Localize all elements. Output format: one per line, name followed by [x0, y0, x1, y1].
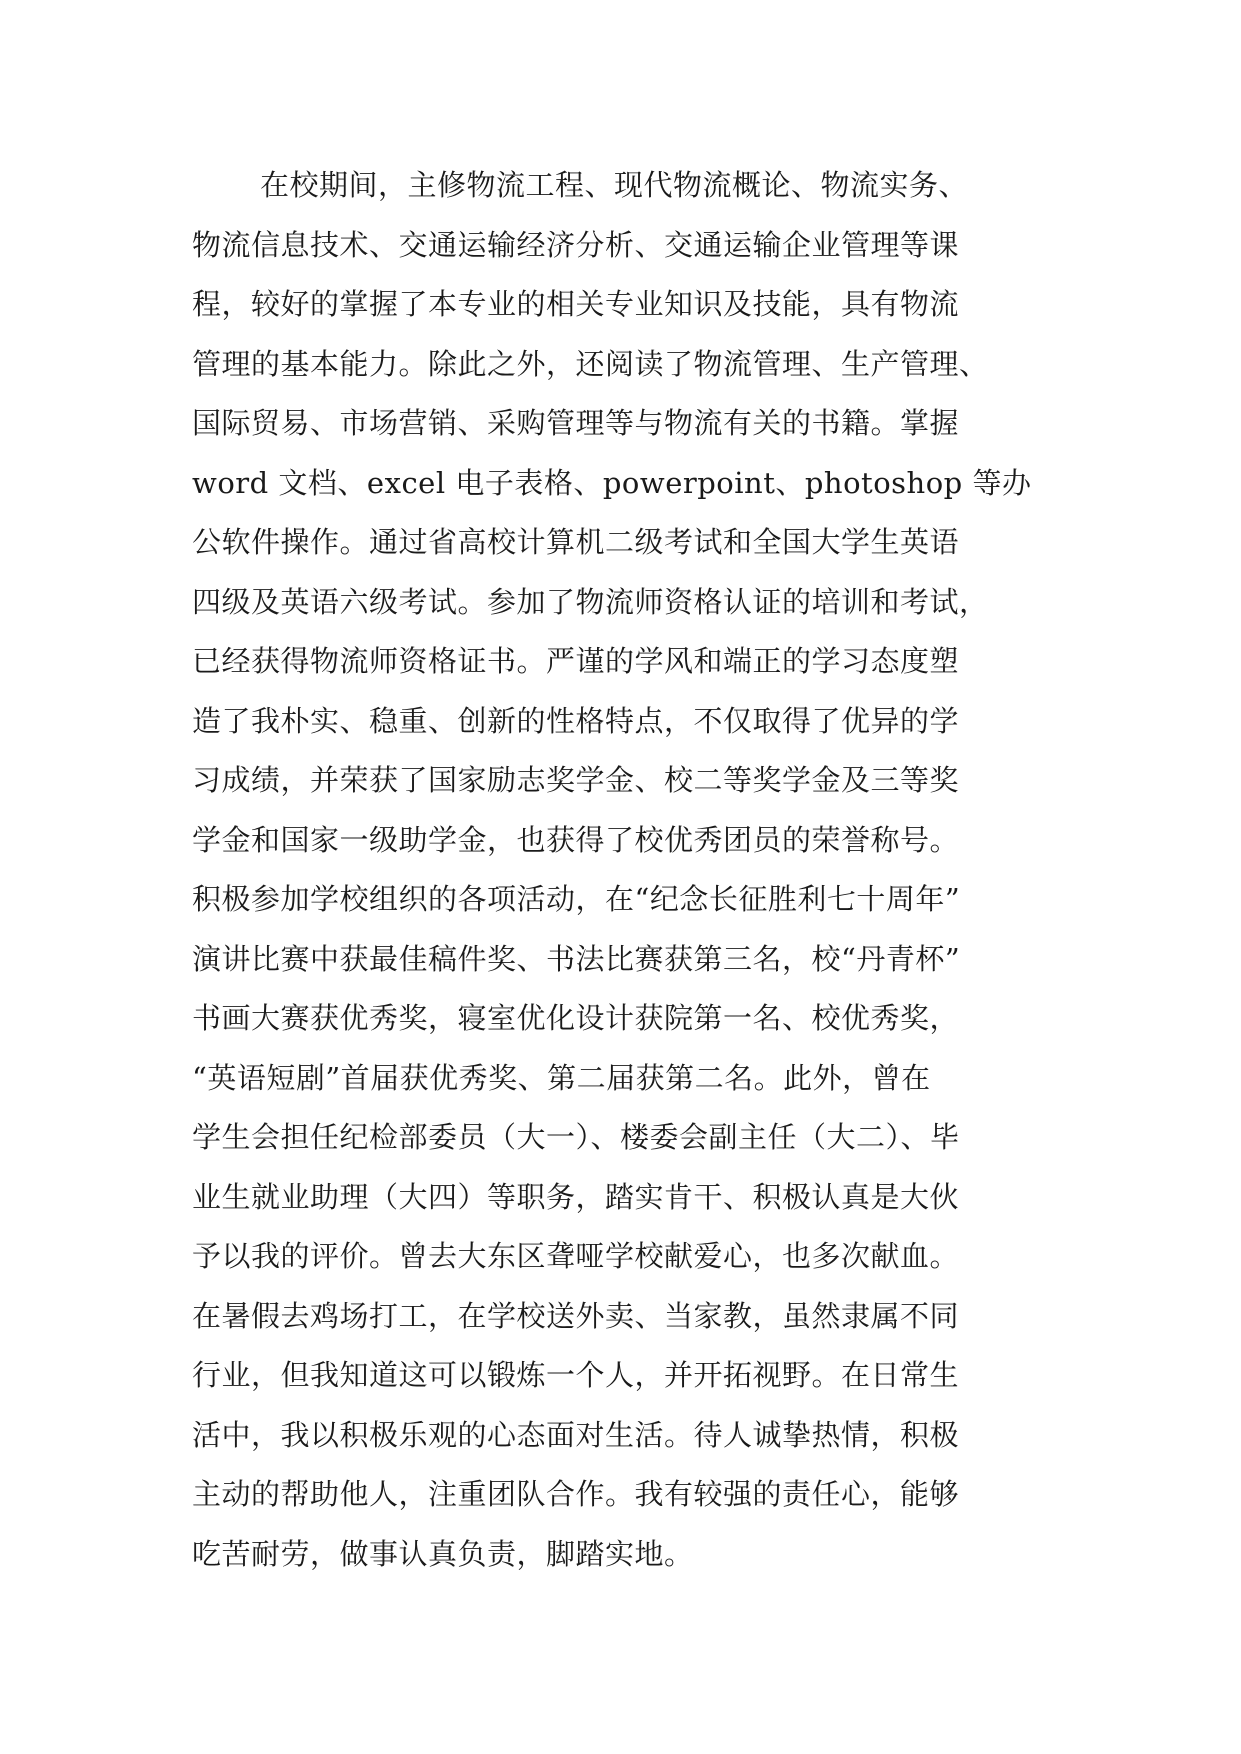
- paragraph-line: 予以我的评价。曾去大东区聋哑学校献爱心，也多次献血。: [192, 1239, 960, 1273]
- paragraph-line: 吃苦耐劳，做事认真负责，脚踏实地。: [192, 1536, 694, 1571]
- paragraph-line: 四级及英语六级考试。参加了物流师资格认证的培训和考试，: [192, 584, 989, 619]
- paragraph-line: 在暑假去鸡场打工，在学校送外卖、当家教，虽然隶属不同: [192, 1298, 960, 1333]
- body-paragraph: [192, 156, 1072, 1584]
- paragraph-line: 书画大赛获优秀奖，寝室优化设计获院第一名、校优秀奖，: [192, 1001, 960, 1035]
- paragraph-line: 造了我朴实、稳重、创新的性格特点，不仅取得了优异的学: [192, 703, 960, 738]
- paragraph-line: 积极参加学校组织的各项活动，在“纪念长征胜利七十周年”: [192, 882, 961, 916]
- paragraph-line: 业生就业助理（大四）等职务，踏实肯干、积极认真是大伙: [192, 1179, 960, 1214]
- paragraph-line: 在校期间，主修物流工程、现代物流概论、物流实务、: [260, 168, 969, 202]
- paragraph-line: 主动的帮助他人，注重团队合作。我有较强的责任心，能够: [192, 1477, 960, 1511]
- paragraph-line: 国际贸易、市场营销、采购管理等与物流有关的书籍。掌握: [192, 406, 960, 440]
- paragraph-line: 学金和国家一级助学金，也获得了校优秀团员的荣誉称号。: [192, 822, 960, 857]
- paragraph-line: “英语短剧”首届获优秀奖、第二届获第二名。此外，曾在: [192, 1060, 931, 1095]
- paragraph-line: 已经获得物流师资格证书。严谨的学风和端正的学习态度塑: [192, 644, 960, 678]
- paragraph-line: 物流信息技术、交通运输经济分析、交通运输企业管理等课: [192, 227, 960, 262]
- paragraph-line: word 文档、excel 电子表格、powerpoint、photoshop 等办: [192, 465, 1032, 500]
- paragraph-line: 程，较好的掌握了本专业的相关专业知识及技能，具有物流: [192, 287, 960, 321]
- paragraph-line: 演讲比赛中获最佳稿件奖、书法比赛获第三名，校“丹青杯”: [192, 941, 961, 976]
- paragraph-line: 学生会担任纪检部委员（大一）、楼委会副主任（大二）、毕: [192, 1120, 960, 1154]
- paragraph-line: 行业，但我知道这可以锻炼一个人，并开拓视野。在日常生: [192, 1358, 960, 1392]
- paragraph-line: 管理的基本能力。除此之外，还阅读了物流管理、生产管理、: [192, 346, 989, 381]
- paragraph-line: 活中，我以积极乐观的心态面对生活。待人诚挚热情，积极: [192, 1417, 960, 1452]
- paragraph-line: 习成绩，并荣获了国家励志奖学金、校二等奖学金及三等奖: [192, 763, 960, 797]
- paragraph-line: 公软件操作。通过省高校计算机二级考试和全国大学生英语: [192, 525, 960, 559]
